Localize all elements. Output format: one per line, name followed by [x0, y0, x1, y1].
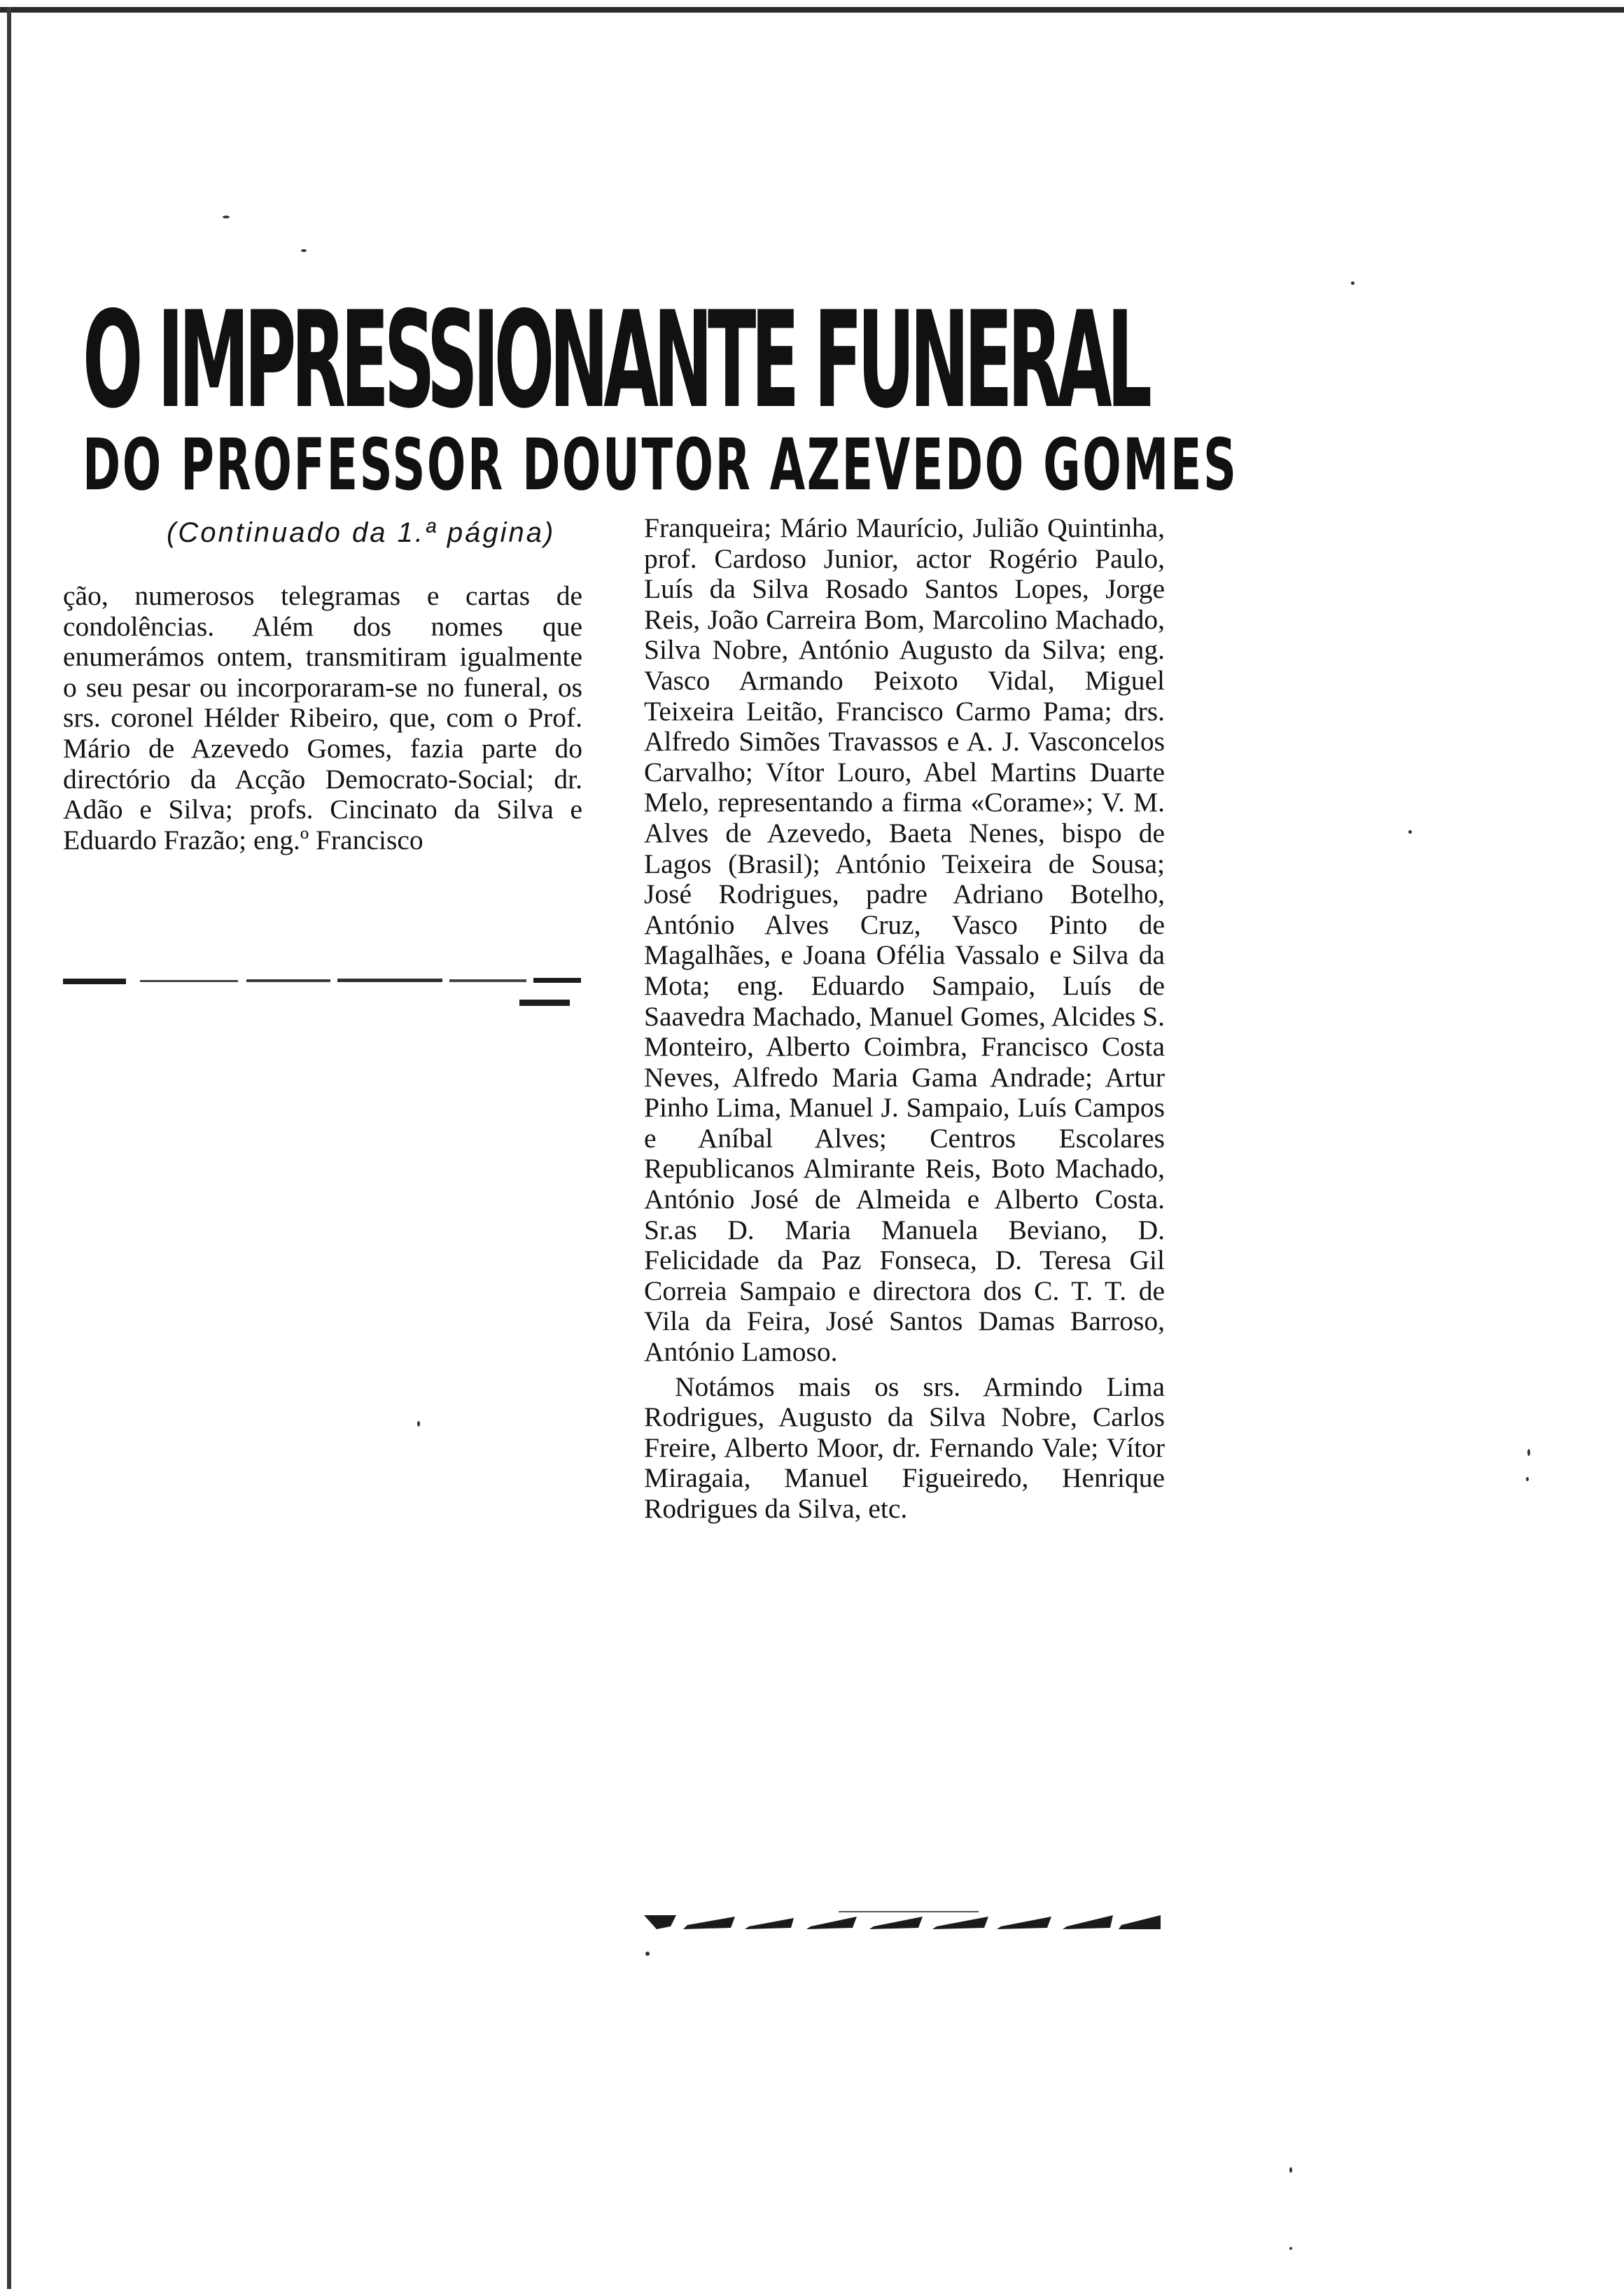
right-column-paragraph-1: Franqueira; Mário Maurício, Julião Quintinha, prof. Cardoso Junior, actor Rogério Paulo, Luís da Silva Rosado Santos Lopes, Jorge Reis, João Carreira Bom, Marcolino Machado, Silva Nobre, António Augusto da Silva; eng. Vasco Armando Peixoto Vidal, Miguel Teixeira Leitão, Francisco Carmo Pama; drs. Alfredo Simões Travassos e A. J. Vasconcelos Carvalho; Vítor Louro, Abel Martins Duarte Melo, representando a firma «Corame»; V. M. Alves de Azevedo, Baeta Nenes, bispo de Lagos (Brasil); António Teixeira de Sousa; José Rodrigues, padre Adriano Botelho, António Alves Cruz, Vasco Pinto de Magalhães, e Joana Ofélia Vassalo e Silva da Mota; eng. Eduardo Sampaio, Luís de Saavedra Machado, Manuel Gomes, Alcides S. Monteiro, Alberto Coimbra, Francisco Costa Neves, Alfredo Maria Gama Andrade; Artur Pinho Lima, Manuel J. Sampaio, Luís Campos e Aníbal Alves; Centros Escolares Republicanos Almirante Reis, Boto Machado, António José de Almeida e Alberto Costa. Sr.as D. Maria Manuela Beviano, D. Felicidade da Paz Fonseca, D. Teresa Gil Correia Sampaio e directora dos C. T. T. de Vila da Feira, José Santos Damas Barroso, António Lamoso. — [644, 513, 1165, 1368]
print-speck — [417, 1421, 420, 1427]
article-end-ornament-rule — [643, 1911, 1163, 1935]
left-column-text: ção, numerosos telegramas e cartas de condolências. Além dos nomes que enumerámos ontem, transmitiram igualmente o seu pesar ou incorporaram-se no funeral, os srs. coronel Hélder Ribeiro, que, com o Prof. Mário de Azevedo Gomes, fazia parte do directório da Acção Democrato-Social; dr. Adão e Silva; profs. Cincinato da Silva e Eduardo Frazão; eng.º Francisco — [63, 581, 582, 855]
print-speck — [1408, 830, 1412, 834]
print-speck — [1289, 2247, 1292, 2250]
page-left-border — [7, 7, 11, 2289]
page-top-border — [0, 7, 1624, 13]
print-speck — [301, 249, 307, 252]
headline-line-2: DO PROFESSOR DOUTOR AZEVEDO GOMES — [83, 424, 1238, 507]
continued-from-note: (Continuado da 1.ª página) — [167, 517, 556, 548]
print-speck — [1351, 281, 1354, 285]
print-speck — [1526, 1477, 1529, 1481]
print-speck — [1527, 1449, 1530, 1456]
right-column-paragraph-2: Notámos mais os srs. Armindo Lima Rodrigues, Augusto da Silva Nobre, Carlos Freire, Alberto Moor, dr. Fernando Vale; Vítor Miragaia, Manuel Figueiredo, Henrique Rodrigues da Silva, etc. — [644, 1371, 1165, 1524]
print-speck — [1289, 2167, 1292, 2173]
headline-line-1: O IMPRESSIONANTE FUNERAL — [83, 283, 1147, 438]
left-column-end-mark — [519, 1000, 570, 1006]
left-column-end-rule — [63, 977, 581, 986]
print-speck — [223, 216, 230, 218]
right-column — [644, 513, 1165, 1878]
left-column — [63, 581, 582, 980]
print-speck — [645, 1952, 650, 1956]
